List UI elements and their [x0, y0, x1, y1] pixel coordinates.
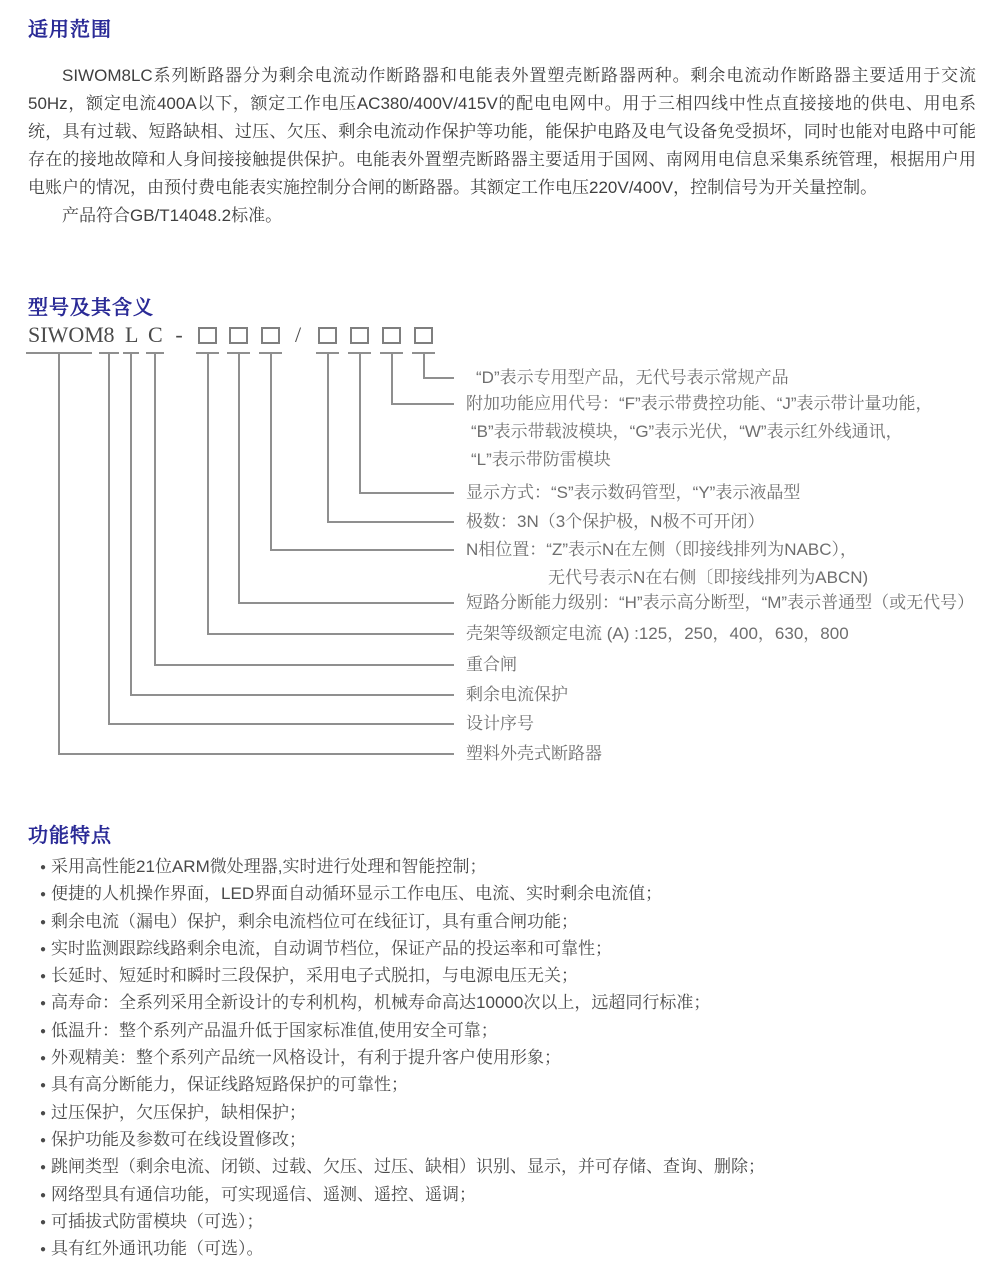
model-legend-label [466, 536, 868, 592]
bullet-icon: ● [40, 971, 47, 983]
model-code-box [198, 320, 217, 344]
bullet-icon: ● [40, 998, 47, 1010]
model-legend-label [466, 740, 602, 768]
connector-horizontal-line [208, 633, 454, 635]
connector-horizontal-line [360, 492, 454, 494]
feature-item [40, 990, 990, 1017]
bullet-icon: ● [40, 1025, 47, 1037]
feature-item [40, 909, 990, 936]
model-code-box [318, 320, 337, 344]
connector-vertical-line [391, 354, 393, 405]
bullet-icon: ● [40, 916, 47, 928]
feature-item-text: 高寿命：全系列采用全新设计的专利机构，机械寿命高达10000次以上，远超同行标准； [51, 993, 711, 1013]
feature-item [40, 881, 990, 908]
connector-vertical-line [327, 354, 329, 523]
feature-item-text: 长延时、短延时和瞬时三段保护，采用电子式脱扣，与电源电压无关； [51, 966, 579, 986]
model-code-char [125, 320, 137, 350]
feature-item-text: 保护功能及参数可在线设置修改； [51, 1129, 307, 1149]
model-code-char [101, 320, 117, 350]
model-code-box-shape [414, 327, 433, 344]
feature-item-text: 剩余电流（漏电）保护，剩余电流档位可在线征订，具有重合闸功能； [51, 911, 579, 931]
model-diagram [0, 320, 1000, 790]
bullet-icon: ● [40, 889, 47, 901]
bullet-icon: ● [40, 1107, 47, 1119]
bullet-icon: ● [40, 943, 47, 955]
connector-vertical-line [207, 354, 209, 635]
bullet-icon: ● [40, 1053, 47, 1065]
connector-horizontal-line [59, 753, 454, 755]
feature-item [40, 1100, 990, 1127]
feature-item [40, 1045, 990, 1072]
model-legend-label [466, 681, 568, 709]
model-code-char [28, 320, 104, 350]
feature-item-text: 低温升：整个系列产品温升低于国家标准值,使用安全可靠； [51, 1020, 498, 1040]
model-legend-label [466, 620, 849, 648]
feature-item [40, 1209, 990, 1236]
model-code-char-text: SIWOM [28, 322, 104, 347]
model-code-box-shape [318, 327, 337, 344]
model-code-char-text: 8 [103, 322, 115, 347]
scope-section-title: 适用范围 [28, 19, 112, 41]
feature-item-text: 网络型具有通信功能，可实现遥信、遥测、遥控、遥调； [51, 1184, 477, 1204]
connector-horizontal-line [392, 403, 454, 405]
model-legend-label [466, 479, 800, 507]
feature-item [40, 1154, 990, 1181]
feature-item [40, 1018, 990, 1045]
features-list [40, 854, 990, 1263]
connector-horizontal-line [424, 377, 454, 379]
model-code-box [382, 320, 401, 344]
feature-item-text: 跳闸类型（剩余电流、闭锁、过载、欠压、过压、缺相）识别、显示，并可存储、查询、删除； [51, 1157, 766, 1177]
connector-horizontal-line [109, 723, 454, 725]
model-legend-label [466, 508, 764, 536]
model-legend-line: 壳架等级额定电流 (A) :125，250，400，630，800 [466, 624, 849, 643]
model-code-char-text: C [148, 322, 163, 347]
model-code-char [174, 320, 184, 350]
model-legend-line: “L”表示带防雷模块 [471, 450, 611, 469]
model-code-char-text: L [125, 322, 139, 347]
model-code-box [350, 320, 369, 344]
model-code-box [261, 320, 280, 344]
features-section-title: 功能特点 [28, 825, 112, 847]
connector-vertical-line [238, 354, 240, 604]
feature-item-text: 具有红外通讯功能（可选）。 [51, 1239, 264, 1259]
feature-item-text: 便捷的人机操作界面，LED界面自动循环显示工作电压、电流、实时剩余电流值； [51, 884, 663, 904]
feature-item [40, 963, 990, 990]
feature-item [40, 1236, 990, 1263]
bullet-icon: ● [40, 1189, 47, 1201]
feature-item [40, 854, 990, 881]
model-legend-line: N相位置：“Z”表示N在左侧（即接线排列为NABC）， [466, 540, 857, 559]
model-code-box-shape [229, 327, 248, 344]
model-legend-line: 剩余电流保护 [466, 685, 568, 704]
model-legend-label [466, 651, 517, 679]
model-legend-line: 显示方式：“S”表示数码管型，“Y”表示液晶型 [466, 483, 801, 502]
feature-item [40, 936, 990, 963]
model-legend-label [466, 390, 933, 474]
connector-vertical-line [108, 354, 110, 725]
model-legend-line: 极数：3N（3个保护极，N极不可开闭） [466, 512, 765, 531]
connector-vertical-line [270, 354, 272, 551]
model-legend-label [466, 710, 534, 738]
feature-item-text: 实时监测跟踪线路剩余电流，自动调节档位，保证产品的投运率和可靠性； [51, 938, 613, 958]
model-code-box [229, 320, 248, 344]
model-section-title: 型号及其含义 [28, 297, 154, 319]
scope-paragraph-1: SIWOM8LC系列断路器分为剩余电流动作断路器和电能表外置塑壳断路器两种。剩余电流动作断路器主要适用于交流50Hz，额定电流400A以下，额定工作电压AC380/400V/415V的配电电网中。用于三相四线中性点直接接地的供电、用电系统，具有过载、短路缺相、过压、欠压、剩余电流动作保护等功能，能保护电路及电气设备免受损坏，同时也能对电路中可能存在的接地故障和人身间接接触提供保护。电能表外置塑壳断路器主要适用于国网、南网用电信息采集系统管理，根据用户用电账户的情况，由预付费电能表实施控制分合闸的断路器。其额定工作电压220V/400V，控制信号为开关量控制。 [28, 66, 976, 197]
model-code-box-shape [382, 327, 401, 344]
bullet-icon: ● [40, 1080, 47, 1092]
model-legend-line: 短路分断能力级别：“H”表示高分断型，“M”表示普通型（或无代号） [466, 593, 975, 612]
model-code-char-text: - [175, 322, 183, 347]
connector-vertical-line [58, 354, 60, 755]
model-legend-line: 附加功能应用代号：“F”表示带费控功能、“J”表示带计量功能， [466, 394, 933, 413]
connector-horizontal-line [155, 664, 454, 666]
connector-horizontal-line [271, 549, 454, 551]
model-legend-line: “D”表示专用型产品，无代号表示常规产品 [476, 368, 789, 387]
model-legend-line: “B”表示带载波模块，“G”表示光伏，“W”表示红外线通讯， [471, 422, 903, 441]
model-code-char [148, 320, 162, 350]
model-code-box-shape [261, 327, 280, 344]
feature-item [40, 1182, 990, 1209]
connector-horizontal-line [328, 521, 454, 523]
model-legend-line: 塑料外壳式断路器 [466, 744, 602, 763]
connector-vertical-line [154, 354, 156, 666]
model-code-box-shape [350, 327, 369, 344]
bullet-icon: ● [40, 862, 47, 873]
connector-horizontal-line [131, 694, 454, 696]
feature-item-text: 具有高分断能力，保证线路短路保护的可靠性； [51, 1075, 409, 1095]
bullet-icon: ● [40, 1216, 47, 1228]
model-code-char-text: / [294, 322, 302, 347]
feature-item-text: 采用高性能21位ARM微处理器,实时进行处理和智能控制； [51, 857, 487, 876]
feature-item-text: 可插拔式防雷模块（可选）； [51, 1211, 264, 1231]
model-legend-line: 无代号表示N在右侧〔即接线排列为ABCN) [548, 568, 869, 587]
scope-paragraph-2: 产品符合GB/T14048.2标准。 [62, 206, 283, 225]
connector-vertical-line [130, 354, 132, 696]
model-code-char [291, 320, 305, 350]
model-legend-line: 设计序号 [466, 714, 534, 733]
feature-item-text: 外观精美：整个系列产品统一风格设计，有利于提升客户使用形象； [51, 1048, 562, 1068]
connector-vertical-line [359, 354, 361, 494]
bullet-icon: ● [40, 1162, 47, 1174]
model-legend-label [466, 589, 974, 617]
scope-paragraphs [28, 62, 976, 230]
model-legend-line: 重合闸 [466, 655, 517, 674]
model-legend-label [466, 364, 789, 392]
connector-horizontal-line [239, 602, 454, 604]
model-code-box-shape [198, 327, 217, 344]
bullet-icon: ● [40, 1244, 47, 1256]
feature-item [40, 1127, 990, 1154]
feature-item [40, 1072, 990, 1099]
model-code-box [414, 320, 433, 344]
bullet-icon: ● [40, 1134, 47, 1146]
connector-vertical-line [423, 354, 425, 379]
feature-item-text: 过压保护，欠压保护，缺相保护； [51, 1102, 307, 1122]
